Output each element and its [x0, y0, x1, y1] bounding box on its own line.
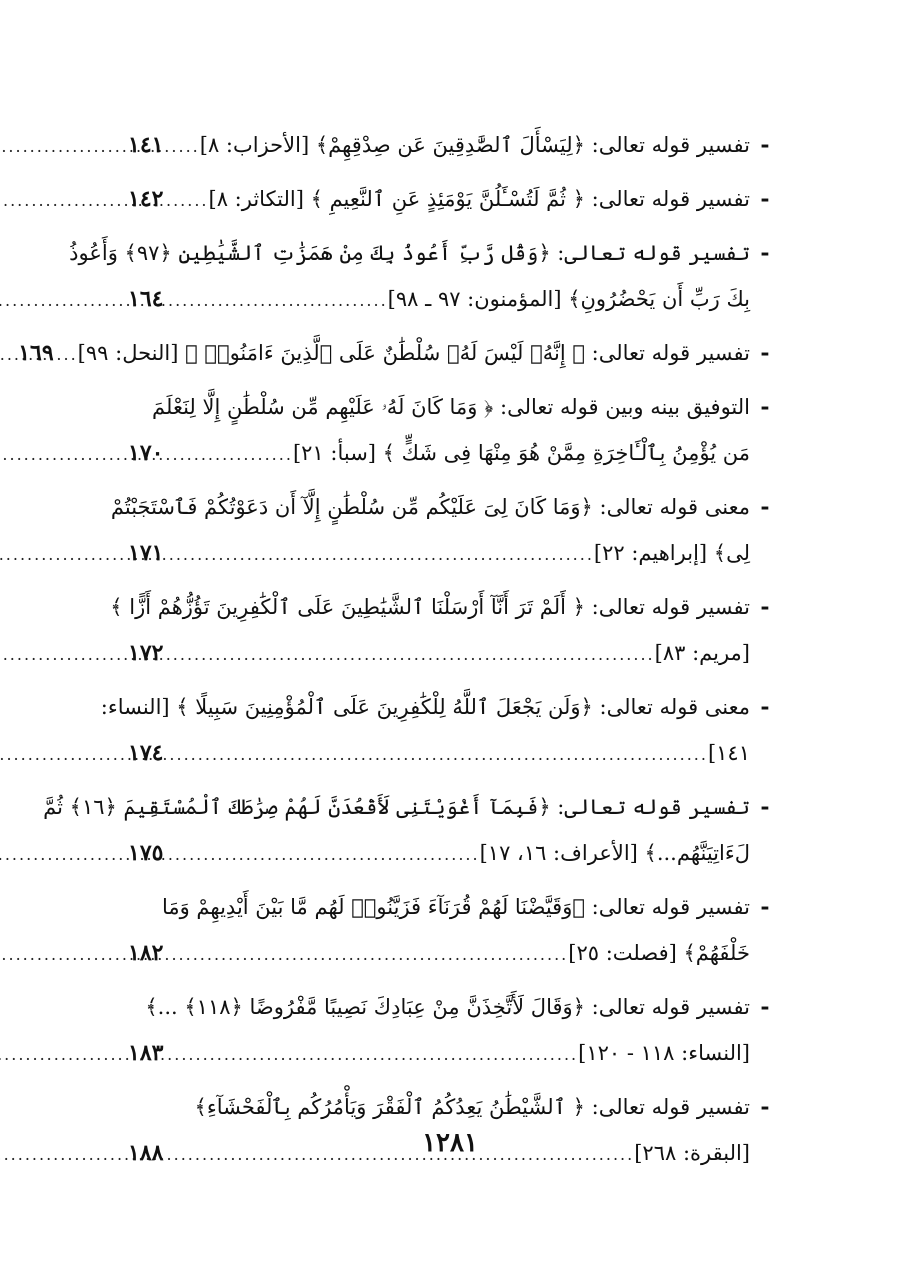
entry-page: ١٨٢: [128, 940, 164, 966]
leader-dots: [167, 1032, 578, 1078]
leader-dots: [167, 178, 208, 224]
leader-dots: [167, 632, 654, 678]
leader-dots: [167, 932, 568, 978]
entry-text: تفسير قوله تعالى: ﴿ أَلَمْ تَرَ أَنَّآ أَرْسَلْنَا ٱلشَّيَٰطِينَ عَلَى ٱلْكَٰفِرِينَ تَؤُزُّهُمْ أَزًّا ﴾: [110, 595, 750, 619]
leader-dots: [167, 732, 708, 778]
entry-page: ١٦٤: [128, 286, 164, 312]
toc-line: [128, 122, 750, 168]
bullet: -: [760, 694, 770, 720]
entry-page: ١٧١: [128, 540, 164, 566]
bullet: -: [760, 132, 770, 158]
entry-text: بِكَ رَبِّ أَن يَحْضُرُونِ﴾ [المؤمنون: ٩٧ ـ ٩٨]: [387, 287, 750, 311]
toc-entry: [43, 784, 780, 876]
toc-entry: [128, 884, 780, 976]
entry-text: تفسير قوله تعالى: ﴿ إِنَّهُۥ لَيْسَ لَهُۥ سُلْطَٰنٌ عَلَى ٱلَّذِينَ ءَامَنُوا۟ ﴾ [النحل: ٩٩]: [77, 341, 750, 365]
bullet: -: [760, 494, 770, 520]
toc-line: [128, 630, 750, 676]
entry-page: ١٨٣: [128, 1040, 164, 1066]
bullet: -: [760, 794, 770, 820]
entry-page: ١٤٢: [128, 186, 164, 212]
entry-text: [مريم: ٨٣]: [654, 641, 750, 665]
leader-dots: [167, 278, 387, 324]
entry-page: ١٧٥: [128, 840, 164, 866]
toc-entry: [128, 122, 780, 168]
bullet: -: [760, 240, 770, 266]
entry-text: تفسير قوله تعالى: ﴿ ثُمَّ لَتُسْـَٔلُنَّ يَوْمَئِذٍ عَنِ ٱلنَّعِيمِ ﴾ [التكاثر: ٨]: [208, 187, 750, 211]
toc-entry: [100, 684, 780, 776]
entry-text: تفسير قوله تعالى: ﴿لِيَسْأَلَ ٱلصَّٰدِقِينَ عَن صِدْقِهِمْ﴾ [الأحزاب: ٨]: [199, 133, 750, 157]
entry-text: التوفيق بينه وبين قوله تعالى: ﴿ وَمَا كَانَ لَهُۥ عَلَيْهِم مِّن سُلْطَٰنٍ إِلَّا لِنَعْلَمَ: [152, 395, 750, 419]
toc-line: [128, 1030, 750, 1076]
toc-entry: [18, 330, 780, 376]
toc-entry: [110, 484, 780, 576]
bullet: -: [760, 894, 770, 920]
entry-text: معنى قوله تعالى: ﴿وَمَا كَانَ لِىَ عَلَيْكُم مِّن سُلْطَٰنٍ إِلَّآ أَن دَعَوْتُكُمْ فَٱسْتَجَبْتُمْ: [110, 495, 750, 519]
toc-line: [128, 530, 750, 576]
entry-text: تفسير قوله تعالى: ﴿وَقَيَّضْنَا لَهُمْ قُرَنَآءَ فَزَيَّنُوا۟ لَهُم مَّا بَيْنَ أَيْدِيهِمْ وَمَا: [161, 895, 750, 919]
toc-line: [128, 830, 750, 876]
bullet: -: [760, 1094, 770, 1120]
toc-entry: [128, 176, 780, 222]
bullet: -: [760, 394, 770, 420]
entry-text: لِى﴾ [إبراهيم: ٢٢]: [593, 541, 750, 565]
entry-page: ١٧٤: [128, 740, 164, 766]
toc-entry: [69, 230, 780, 322]
entry-page: ١٦٩: [18, 340, 54, 366]
entry-text: [البقرة: ٢٦٨]: [634, 1141, 750, 1165]
entry-page: ١٤١: [128, 132, 164, 158]
entry-text: تفسير قوله تعالى: ﴿ ٱلشَّيْطَٰنُ يَعِدُكُمُ ٱلْفَقْرَ وَيَأْمُرُكُم بِٱلْفَحْشَآءِ﴾: [194, 1095, 750, 1119]
page-number: ١٢٨١: [422, 1128, 478, 1158]
entry-page: ١٨٨: [128, 1140, 164, 1166]
entry-text: ١٤١]: [707, 741, 750, 765]
entry-text: خَلْفَهُمْ﴾ [فصلت: ٢٥]: [568, 941, 750, 965]
toc-line: [128, 276, 750, 322]
entry-text: معنى قوله تعالى: ﴿وَلَن يَجْعَلَ ٱللَّهُ لِلْكَٰفِرِينَ عَلَى ٱلْمُؤْمِنِينَ سَبِيلًا ﴾ [النساء:: [100, 695, 750, 719]
bullet: -: [760, 186, 770, 212]
bullet: -: [760, 994, 770, 1020]
entry-text: لَءَاتِيَنَّهُم...﴾ [الأعراف: ١٦، ١٧]: [479, 841, 750, 865]
toc-line: [18, 330, 750, 376]
entry-text: تفسير قوله تعالى: ﴿وَقُل رَّبِّ أَعُوذُ بِكَ مِنْ هَمَزَٰتِ ٱلشَّيَٰطِينِ ﴿٩٧﴾ وَأَعُوذُ: [69, 241, 750, 265]
toc-line: [128, 930, 750, 976]
toc-entry: [128, 384, 780, 476]
entry-text: تفسير قوله تعالى: ﴿وَقَالَ لَأَتَّخِذَنَّ مِنْ عِبَادِكَ نَصِيبًا مَّفْرُوضًا ﴿١١٨﴾ ...﴾: [145, 995, 750, 1019]
entry-text: تفسير قوله تعالى: ﴿فَبِمَآ أَغْوَيْتَنِى لَأَقْعُدَنَّ لَهُمْ صِرَٰطَكَ ٱلْمُسْتَقِيمَ ﴿١٦﴾ ثُمَّ: [43, 795, 750, 819]
toc-line: [128, 430, 750, 476]
toc-line: [128, 176, 750, 222]
toc-entry: [110, 584, 780, 676]
entry-page: ١٧٢: [128, 640, 164, 666]
entry-text: [النساء: ١١٨ - ١٢٠]: [578, 1041, 750, 1065]
leader-dots: [167, 832, 479, 878]
leader-dots: [58, 332, 78, 378]
bullet: -: [760, 594, 770, 620]
toc-line: [128, 730, 750, 776]
leader-dots: [167, 124, 199, 170]
entry-text: مَن يُؤْمِنُ بِٱلْـَٔاخِرَةِ مِمَّنْ هُوَ مِنْهَا فِى شَكٍّ ﴾ [سبأ: ٢١]: [292, 441, 750, 465]
bullet: -: [760, 340, 770, 366]
leader-dots: [167, 432, 292, 478]
table-of-contents: [18, 122, 780, 1184]
toc-entry: [128, 984, 780, 1076]
leader-dots: [167, 532, 593, 578]
entry-page: ١٧٠: [128, 440, 164, 466]
